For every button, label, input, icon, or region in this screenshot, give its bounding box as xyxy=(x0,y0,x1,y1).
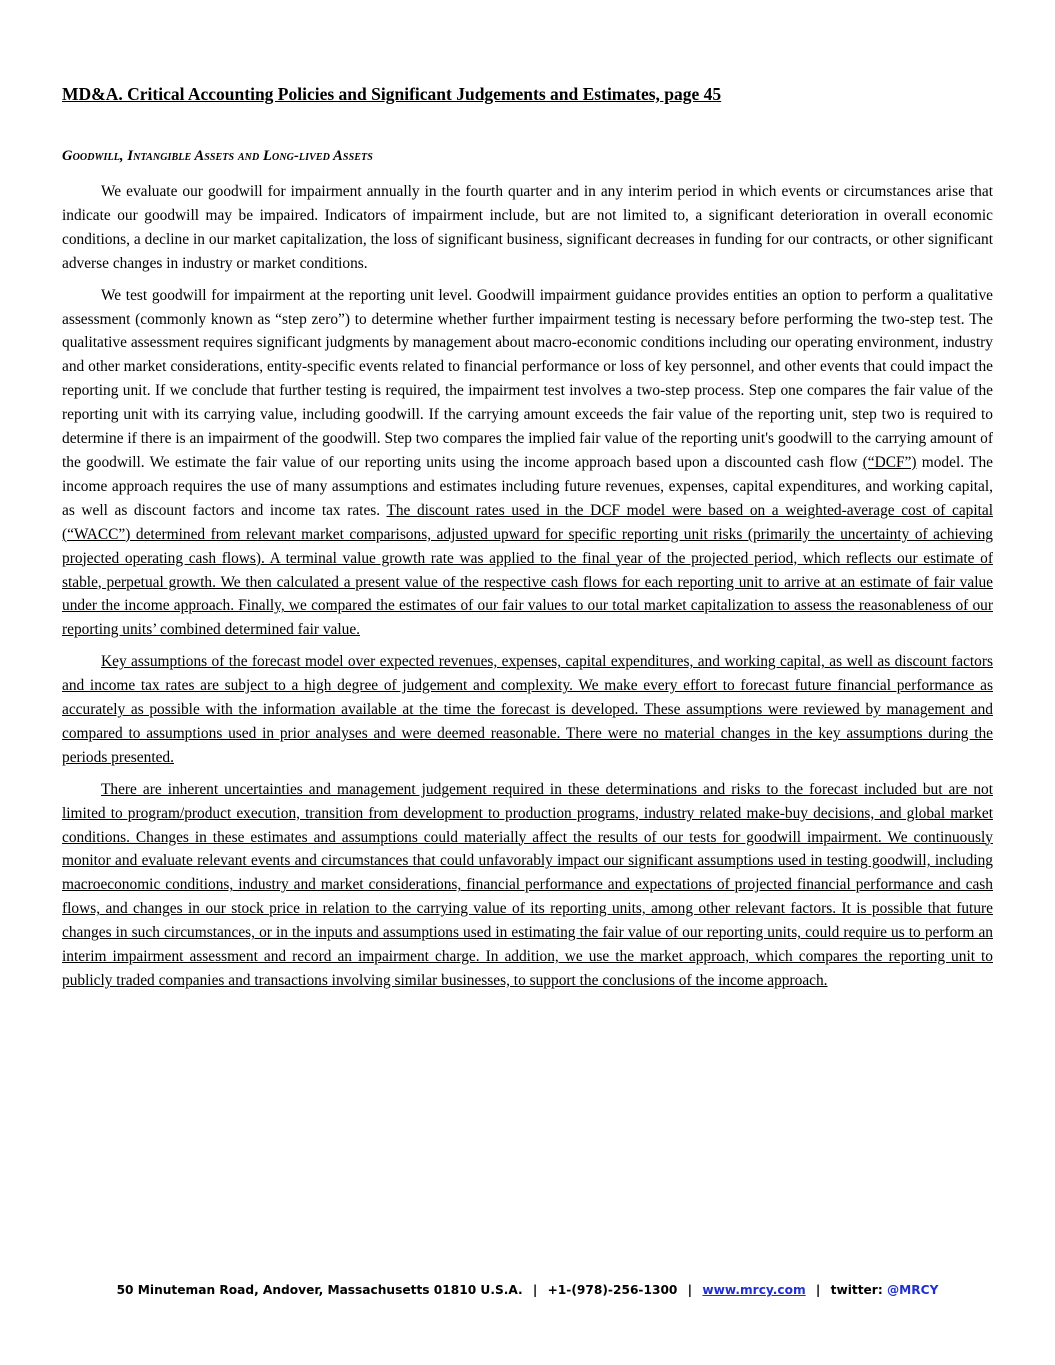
paragraph-uncertainties xyxy=(62,778,993,993)
underlined-text: There are inherent uncertainties and management judgement required in these determinations and risks to the forecast included but are not limited to program/product execution, transition from development to production programs, industry related make-buy decisions, and global market conditions. Changes in these estimates and assumptions could materially affect the results of our tests for goodwill impairment. We continuously monitor and evaluate relevant events and circumstances that could unfavorably impact our significant assumptions used in testing goodwill, including macroeconomic conditions, industry and market considerations, financial performance and expectations of projected financial performance and cash flows, and changes in our stock price in relation to the carrying value of its reporting units, among other relevant factors. It is possible that future changes in such circumstances, or in the inputs and assumptions used in estimating the fair value of our reporting units, could require us to perform an interim impairment assessment and record an impairment charge. In addition, we use the market approach, which compares the reporting unit to publicly traded companies and transactions involving similar businesses, to support the conclusions of the income approach. xyxy=(62,780,993,989)
dcf-term: (“DCF”) xyxy=(862,453,917,471)
page-title: MD&A. Critical Accounting Policies and Significant Judgements and Estimates, page 45 xyxy=(62,84,722,104)
document-body xyxy=(62,180,993,1001)
page-footer xyxy=(0,1283,1055,1297)
footer-twitter-handle[interactable]: @MRCY xyxy=(886,1283,939,1297)
paragraph-text: We evaluate our goodwill for impairment annually in the fourth quarter and in any interim period in which events or circumstances arise that indicate our goodwill may be impaired. Indicators of impairment include, but are not limited to, a significant deterioration in overall economic conditions, a decline in our market capitalization, the loss of significant business, significant decreases in funding for our contracts, or other significant adverse changes in industry or market conditions. xyxy=(62,183,993,272)
footer-address: 50 Minuteman Road, Andover, Massachusetts 01810 U.S.A. xyxy=(116,1283,523,1297)
paragraph-text: model. The income approach requires the use of many assumptions and estimates including future revenues, expenses, capital expenditures, and working capital, as well as discount factors and income tax rates. xyxy=(62,453,993,519)
footer-separator: | xyxy=(687,1283,693,1297)
paragraph-key-assumptions xyxy=(62,650,993,770)
footer-separator: | xyxy=(815,1283,821,1297)
underlined-text: Key assumptions of the forecast model over expected revenues, expenses, capital expenditures, and working capital, as well as discount factors and income tax rates are subject to a high degree of judgement and complexity. We make every effort to forecast future financial performance as accurately as possible with the information available at the time the forecast is developed. These assumptions were reviewed by management and compared to assumptions used in prior analyses and were deemed reasonable. There were no material changes in the key assumptions during the periods presented. xyxy=(62,653,993,766)
footer-twitter-label: twitter: xyxy=(830,1283,883,1297)
footer-website-link[interactable]: www.mrcy.com xyxy=(702,1283,806,1297)
underlined-text: The discount rates used in the DCF model were based on a weighted-average cost of capital (“WACC”) determined from relevant market comparisons, adjusted upward for specific reporting unit risks (primarily the uncertainty of achieving projected operating cash flows). A terminal value growth rate was applied to the final year of the projected period, which reflects our estimate of stable, perpetual growth. We then calculated a present value of the respective cash flows for each reporting unit to arrive at an estimate of fair value under the income approach. Finally, we compared the estimates of our fair values to our total market capitalization to assess the reasonableness of our reporting units’ combined determined fair value. xyxy=(62,501,993,639)
footer-separator: | xyxy=(532,1283,538,1297)
paragraph-impairment-testing xyxy=(62,284,993,643)
paragraph-text: We test goodwill for impairment at the reporting unit level. Goodwill impairment guidance provides entities an option to perform a qualitative assessment (commonly known as “step zero”) to determine whether further impairment testing is necessary before performing the two-step test. The qualitative assessment requires significant judgments by management about macro-economic conditions including our operating environment, industry and other market considerations, entity-specific events related to financial performance or loss of key personnel, and other events that could impact the reporting unit. If we conclude that further testing is required, the impairment test involves a two-step process. Step one compares the fair value of the reporting unit with its carrying value, including goodwill. If the carrying amount exceeds the fair value of the reporting unit, step two is required to determine if there is an impairment of the goodwill. Step two compares the implied fair value of the reporting unit's goodwill to the carrying amount of the goodwill. We estimate the fair value of our reporting units using the income approach based upon a discounted cash flow xyxy=(62,286,993,471)
footer-phone: +1-(978)-256-1300 xyxy=(547,1283,678,1297)
paragraph-impairment-evaluation xyxy=(62,180,993,276)
section-heading: Goodwill, Intangible Assets and Long-lived Assets xyxy=(62,148,373,164)
